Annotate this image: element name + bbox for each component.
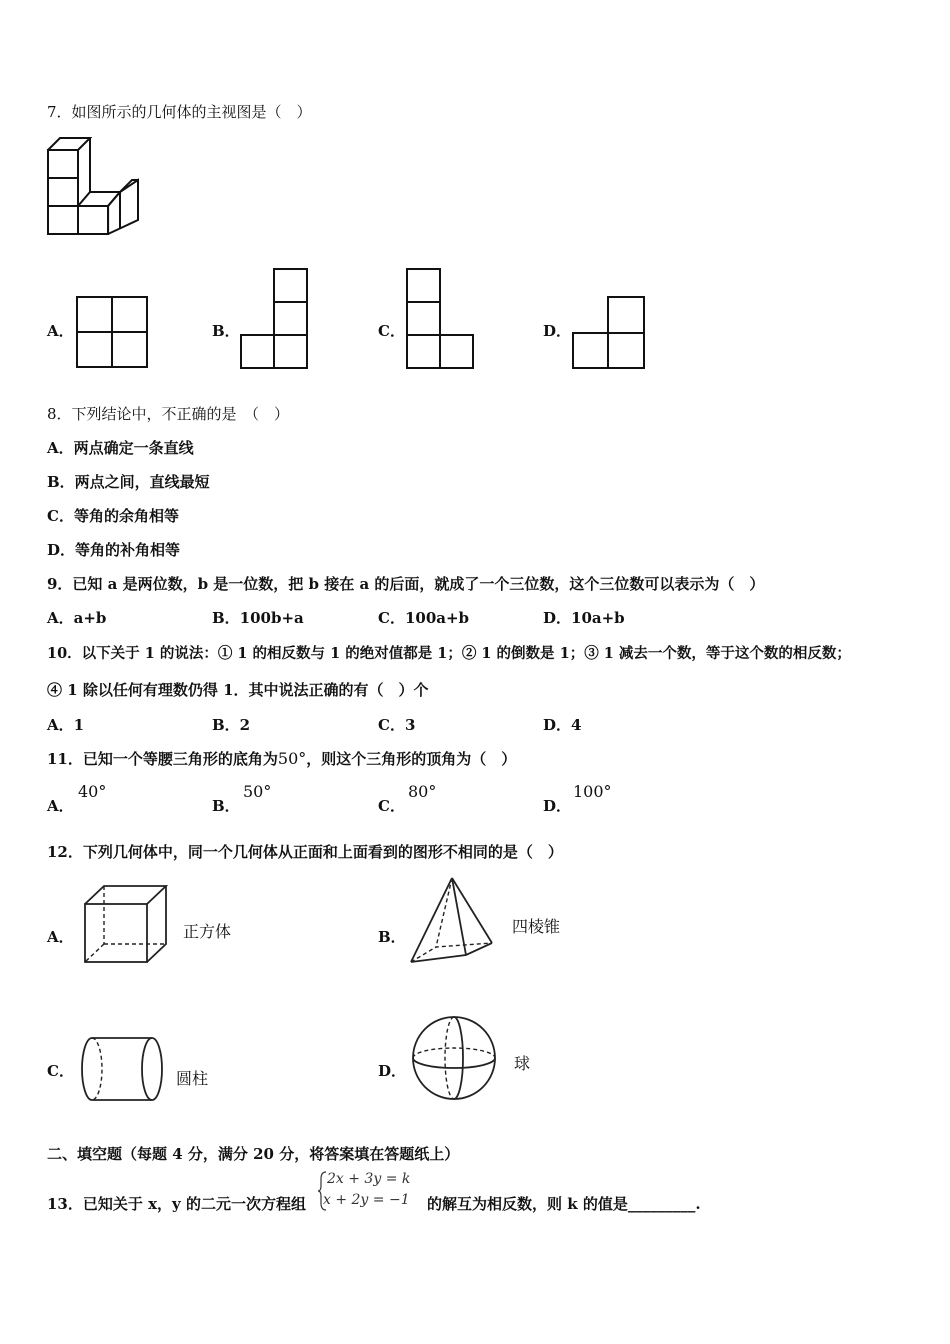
q7-option-c-label[interactable]: C． bbox=[378, 322, 405, 340]
q8-option-b[interactable]: B．两点之间，直线最短 bbox=[47, 473, 210, 491]
q12-sphere-figure[interactable] bbox=[410, 1014, 498, 1102]
q10-stem-line2: ④ 1 除以任何有理数仍得 1．其中说法正确的有（ ）个 bbox=[47, 681, 429, 699]
q13-equation-1: 2x + 3y = k bbox=[327, 1171, 411, 1187]
q11-option-d-label[interactable]: D． bbox=[543, 797, 572, 815]
q11-option-a-value[interactable]: 40° bbox=[78, 782, 107, 801]
q9-option-b[interactable]: B．100b+a bbox=[212, 609, 304, 627]
q12-sphere-name: 球 bbox=[514, 1054, 531, 1073]
q7-option-a-figure[interactable] bbox=[76, 296, 148, 368]
q7-option-d-label[interactable]: D． bbox=[543, 322, 572, 340]
q9-option-c[interactable]: C．100a+b bbox=[378, 609, 470, 627]
q11-option-c-value[interactable]: 80° bbox=[408, 782, 437, 801]
q9-option-a[interactable]: A．a+b bbox=[47, 609, 107, 627]
q7-option-b-figure[interactable] bbox=[240, 268, 310, 370]
q12-option-d-label[interactable]: D． bbox=[378, 1062, 407, 1080]
q12-stem: 12．下列几何体中，同一个几何体从正面和上面看到的图形不相同的是（ ） bbox=[47, 843, 563, 861]
q10-option-b[interactable]: B．2 bbox=[212, 716, 251, 734]
q11-option-c-label[interactable]: C． bbox=[378, 797, 405, 815]
q11-option-a-label[interactable]: A． bbox=[47, 797, 74, 815]
q11-stem-post: ，则这个三角形的顶角为（ ） bbox=[306, 750, 517, 768]
q8-option-c[interactable]: C．等角的余角相等 bbox=[47, 507, 179, 525]
q12-cylinder-figure[interactable] bbox=[78, 1035, 166, 1103]
q7-solid-figure bbox=[40, 130, 150, 240]
q12-cube-name: 正方体 bbox=[183, 922, 232, 941]
q10-stem-line1: 10．以下关于 1 的说法：① 1 的相反数与 1 的绝对值都是 1；② 1 的倒数是 1；③ 1 减去一个数，等于这个数的相反数； bbox=[47, 645, 851, 662]
q12-pyramid-figure[interactable] bbox=[406, 875, 498, 967]
q8-option-a[interactable]: A．两点确定一条直线 bbox=[47, 439, 194, 457]
q11-stem-pre: 11．已知一个等腰三角形的底角为 bbox=[47, 750, 278, 768]
q12-cube-figure[interactable] bbox=[82, 882, 172, 966]
q7-option-d-figure[interactable] bbox=[572, 296, 646, 370]
q9-stem: 9．已知 a 是两位数，b 是一位数，把 b 接在 a 的后面，就成了一个三位数，这个三位数可以表示为（ ） bbox=[47, 575, 765, 593]
q10-option-c[interactable]: C．3 bbox=[378, 716, 416, 734]
q12-option-b-label[interactable]: B． bbox=[378, 928, 406, 946]
q10-option-a[interactable]: A．1 bbox=[47, 716, 85, 734]
q12-option-a-label[interactable]: A． bbox=[47, 928, 74, 946]
q7-option-a-label[interactable]: A． bbox=[47, 322, 74, 340]
q13-stem-pre: 13．已知关于 x，y 的二元一次方程组 bbox=[47, 1195, 306, 1213]
q7-option-c-figure[interactable] bbox=[406, 268, 476, 370]
q10-option-d[interactable]: D．4 bbox=[543, 716, 582, 734]
q12-option-c-label[interactable]: C． bbox=[47, 1062, 74, 1080]
q13-stem-post[interactable]: 的解互为相反数，则 k 的值是_________. bbox=[427, 1195, 701, 1213]
q7-option-b-label[interactable]: B． bbox=[212, 322, 240, 340]
q7-stem: 7．如图所示的几何体的主视图是（ ） bbox=[47, 103, 312, 121]
section2-title: 二、填空题（每题 4 分，满分 20 分，将答案填在答题纸上） bbox=[47, 1145, 460, 1163]
q11-option-b-value[interactable]: 50° bbox=[243, 782, 272, 801]
q11-option-b-label[interactable]: B． bbox=[212, 797, 240, 815]
q12-pyramid-name: 四棱锥 bbox=[512, 917, 561, 936]
q11-option-d-value[interactable]: 100° bbox=[573, 782, 612, 801]
q8-stem: 8．下列结论中，不正确的是 （ ） bbox=[47, 405, 290, 423]
q9-option-d[interactable]: D．10a+b bbox=[543, 609, 625, 627]
q12-cylinder-name: 圆柱 bbox=[176, 1069, 209, 1088]
q11-stem-angle: 50° bbox=[277, 749, 307, 768]
q13-equation-2: x + 2y = −1 bbox=[323, 1192, 410, 1208]
q11-stem bbox=[47, 750, 516, 768]
q8-option-d[interactable]: D．等角的补角相等 bbox=[47, 541, 181, 559]
